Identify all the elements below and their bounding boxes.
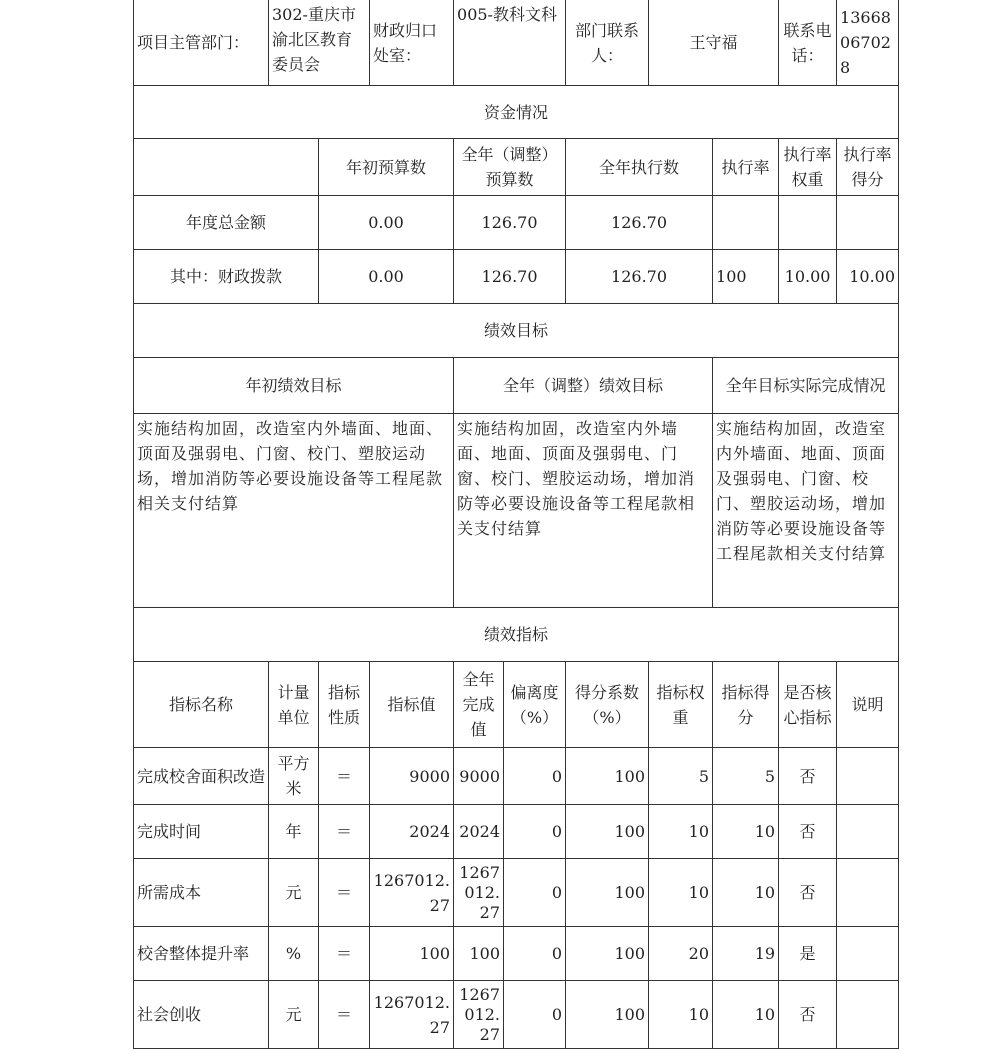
ind-col-score: 指标得分	[713, 662, 779, 748]
ind-nature: ＝	[319, 981, 370, 1049]
ind-score: 10	[713, 981, 779, 1049]
ind-unit: 元	[269, 859, 319, 927]
ind-note	[837, 859, 899, 927]
phone-value: 13668067028	[837, 0, 899, 86]
ind-col-weight: 指标权重	[649, 662, 713, 748]
ind-unit: 平方米	[269, 748, 319, 805]
ind-note	[837, 981, 899, 1049]
ind-nature: ＝	[319, 927, 370, 981]
ind-name: 校舍整体提升率	[134, 927, 269, 981]
ind-note	[837, 748, 899, 805]
goals-initial-text: 实施结构加固，改造室内外墙面、地面、顶面及强弱电、门窗、校门、塑胶运动场，增加消防等必要设施设备等工程尾款相关支付结算	[134, 414, 454, 608]
contact-value: 王守福	[649, 0, 779, 86]
funds-col-adjusted: 全年（调整）预算数	[454, 139, 566, 196]
ind-core: 否	[779, 805, 837, 859]
ind-col-unit: 计量单位	[269, 662, 319, 748]
funds-row-adjusted: 126.70	[454, 250, 566, 304]
ind-value: 1267012.27	[370, 981, 454, 1049]
ind-weight: 10	[649, 805, 713, 859]
office-label: 财政归口处室：	[370, 0, 454, 86]
ind-score: 19	[713, 927, 779, 981]
funds-row-weight: 10.00	[779, 250, 837, 304]
funds-row-initial: 0.00	[319, 196, 454, 250]
ind-value: 9000	[370, 748, 454, 805]
ind-value: 2024	[370, 805, 454, 859]
ind-value: 100	[370, 927, 454, 981]
goals-col-adjusted: 全年（调整）绩效目标	[454, 358, 713, 414]
funds-header-blank	[134, 139, 319, 196]
funds-row-rate	[713, 196, 779, 250]
ind-deviation: 0	[504, 981, 566, 1049]
ind-note	[837, 927, 899, 981]
office-value: 005-教科文科	[454, 0, 566, 86]
ind-score: 10	[713, 805, 779, 859]
indicators-header-row	[134, 662, 899, 748]
performance-table	[133, 0, 899, 1049]
ind-col-done: 全年完成值	[454, 662, 504, 748]
funds-header-row	[134, 139, 899, 196]
ind-coef: 100	[566, 859, 649, 927]
ind-done: 100	[454, 927, 504, 981]
ind-col-core: 是否核心指标	[779, 662, 837, 748]
indicator-row	[134, 805, 899, 859]
indicator-row	[134, 981, 899, 1049]
ind-note	[837, 805, 899, 859]
funds-row-executed: 126.70	[566, 250, 713, 304]
funds-row-initial: 0.00	[319, 250, 454, 304]
funds-col-initial: 年初预算数	[319, 139, 454, 196]
funds-row-score: 10.00	[837, 250, 899, 304]
ind-done: 1267012.27	[454, 981, 504, 1049]
ind-deviation: 0	[504, 859, 566, 927]
funds-row-executed: 126.70	[566, 196, 713, 250]
ind-done: 1267012.27	[454, 859, 504, 927]
header-row	[134, 0, 899, 86]
ind-nature: ＝	[319, 748, 370, 805]
dept-label: 项目主管部门：	[134, 0, 269, 86]
ind-weight: 10	[649, 981, 713, 1049]
funds-col-score: 执行率得分	[837, 139, 899, 196]
funds-row-rate: 100	[713, 250, 779, 304]
funds-row-adjusted: 126.70	[454, 196, 566, 250]
ind-coef: 100	[566, 981, 649, 1049]
phone-label: 联系电话：	[779, 0, 837, 86]
ind-unit: 元	[269, 981, 319, 1049]
goals-header-row	[134, 358, 899, 414]
ind-value: 1267012.27	[370, 859, 454, 927]
ind-coef: 100	[566, 805, 649, 859]
funds-row-label: 其中：财政拨款	[134, 250, 319, 304]
ind-core: 否	[779, 748, 837, 805]
ind-name: 完成时间	[134, 805, 269, 859]
ind-col-deviation: 偏离度（%）	[504, 662, 566, 748]
goals-col-actual: 全年目标实际完成情况	[713, 358, 899, 414]
dept-value: 302-重庆市渝北区教育委员会	[269, 0, 370, 86]
funds-row-label: 年度总金额	[134, 196, 319, 250]
goals-actual-text: 实施结构加固，改造室内外墙面、地面、顶面及强弱电、门窗、校门、塑胶运动场，增加消防等必要设施设备等工程尾款相关支付结算	[713, 414, 899, 608]
funds-row	[134, 196, 899, 250]
funds-col-executed: 全年执行数	[566, 139, 713, 196]
funds-col-rate: 执行率	[713, 139, 779, 196]
goals-adjusted-text: 实施结构加固，改造室内外墙面、地面、顶面及强弱电、门窗、校门、塑胶运动场，增加消防等必要设施设备等工程尾款相关支付结算	[454, 414, 713, 608]
funds-section-title: 资金情况	[134, 86, 899, 139]
ind-nature: ＝	[319, 805, 370, 859]
ind-weight: 5	[649, 748, 713, 805]
funds-row	[134, 250, 899, 304]
ind-deviation: 0	[504, 927, 566, 981]
ind-core: 否	[779, 859, 837, 927]
ind-done: 9000	[454, 748, 504, 805]
ind-name: 社会创收	[134, 981, 269, 1049]
ind-core: 是	[779, 927, 837, 981]
ind-unit: %	[269, 927, 319, 981]
indicator-row	[134, 859, 899, 927]
indicator-row	[134, 927, 899, 981]
ind-coef: 100	[566, 748, 649, 805]
ind-unit: 年	[269, 805, 319, 859]
ind-score: 5	[713, 748, 779, 805]
contact-label: 部门联系人：	[566, 0, 649, 86]
goals-text-row	[134, 414, 899, 608]
indicator-row	[134, 748, 899, 805]
ind-score: 10	[713, 859, 779, 927]
ind-name: 完成校舍面积改造	[134, 748, 269, 805]
ind-deviation: 0	[504, 805, 566, 859]
ind-col-nature: 指标性质	[319, 662, 370, 748]
ind-col-name: 指标名称	[134, 662, 269, 748]
ind-name: 所需成本	[134, 859, 269, 927]
ind-coef: 100	[566, 927, 649, 981]
funds-row-weight	[779, 196, 837, 250]
ind-nature: ＝	[319, 859, 370, 927]
indicators-section-title: 绩效指标	[134, 608, 899, 662]
goals-section-title: 绩效目标	[134, 304, 899, 358]
ind-done: 2024	[454, 805, 504, 859]
ind-core: 否	[779, 981, 837, 1049]
ind-weight: 10	[649, 859, 713, 927]
goals-col-initial: 年初绩效目标	[134, 358, 454, 414]
ind-deviation: 0	[504, 748, 566, 805]
funds-col-weight: 执行率权重	[779, 139, 837, 196]
funds-row-score	[837, 196, 899, 250]
ind-col-value: 指标值	[370, 662, 454, 748]
ind-col-coef: 得分系数（%）	[566, 662, 649, 748]
ind-col-note: 说明	[837, 662, 899, 748]
ind-weight: 20	[649, 927, 713, 981]
